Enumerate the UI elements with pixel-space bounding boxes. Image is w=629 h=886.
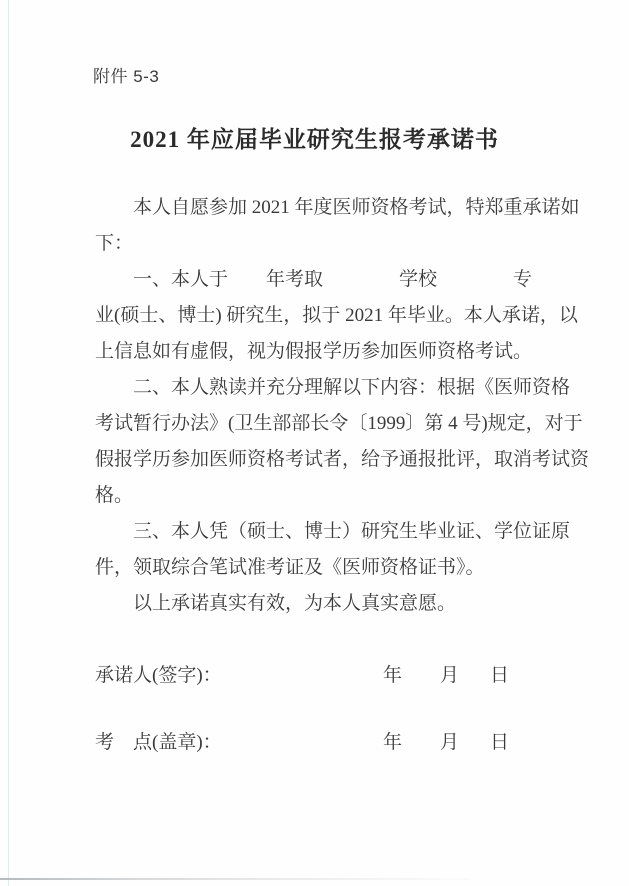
signature-row-signer xyxy=(95,660,555,687)
body-line: 格。 xyxy=(95,485,134,506)
month-label: 月 xyxy=(440,732,460,753)
body-line: 上信息如有虚假，视为假报学历参加医师资格考试。 xyxy=(95,341,533,362)
body-text xyxy=(95,190,590,622)
signer-label: 承诺人(签字)： xyxy=(95,665,222,686)
exam-site-label: 考 点(盖章)： xyxy=(95,732,222,753)
body-line: 下： xyxy=(95,233,134,254)
day-label: 日 xyxy=(490,665,510,686)
scan-edge-bottom-line xyxy=(0,878,470,880)
body-line: 本人自愿参加 2021 年度医师资格考试，特郑重承诺如 xyxy=(95,197,580,218)
body-line: 件，领取综合笔试准考证及《医师资格证书》。 xyxy=(95,557,485,578)
body-line: 假报学历参加医师资格考试者，给予通报批评，取消考试资 xyxy=(95,449,590,470)
body-line: 业(硕士、博士) 研究生，拟于 2021 年毕业。本人承诺，以 xyxy=(95,305,578,326)
attachment-label: 附件 5-3 xyxy=(93,67,160,86)
year-label: 年 xyxy=(383,732,403,753)
body-line: 以上承诺真实有效，为本人真实意愿。 xyxy=(95,593,457,614)
body-line: 一、本人于 年考取 学校 专 xyxy=(95,269,533,290)
body-line: 二、本人熟读并充分理解以下内容：根据《医师资格 xyxy=(95,377,571,398)
body-line: 三、本人凭（硕士、博士）研究生毕业证、学位证原 xyxy=(95,521,571,542)
month-label: 月 xyxy=(440,665,460,686)
document-title: 2021 年应届毕业研究生报考承诺书 xyxy=(130,127,499,152)
body-line: 考试暂行办法》(卫生部部长令〔1999〕第 4 号)规定，对于 xyxy=(95,413,583,434)
day-label: 日 xyxy=(490,732,510,753)
signature-row-exam-site xyxy=(95,727,555,754)
year-label: 年 xyxy=(383,665,403,686)
